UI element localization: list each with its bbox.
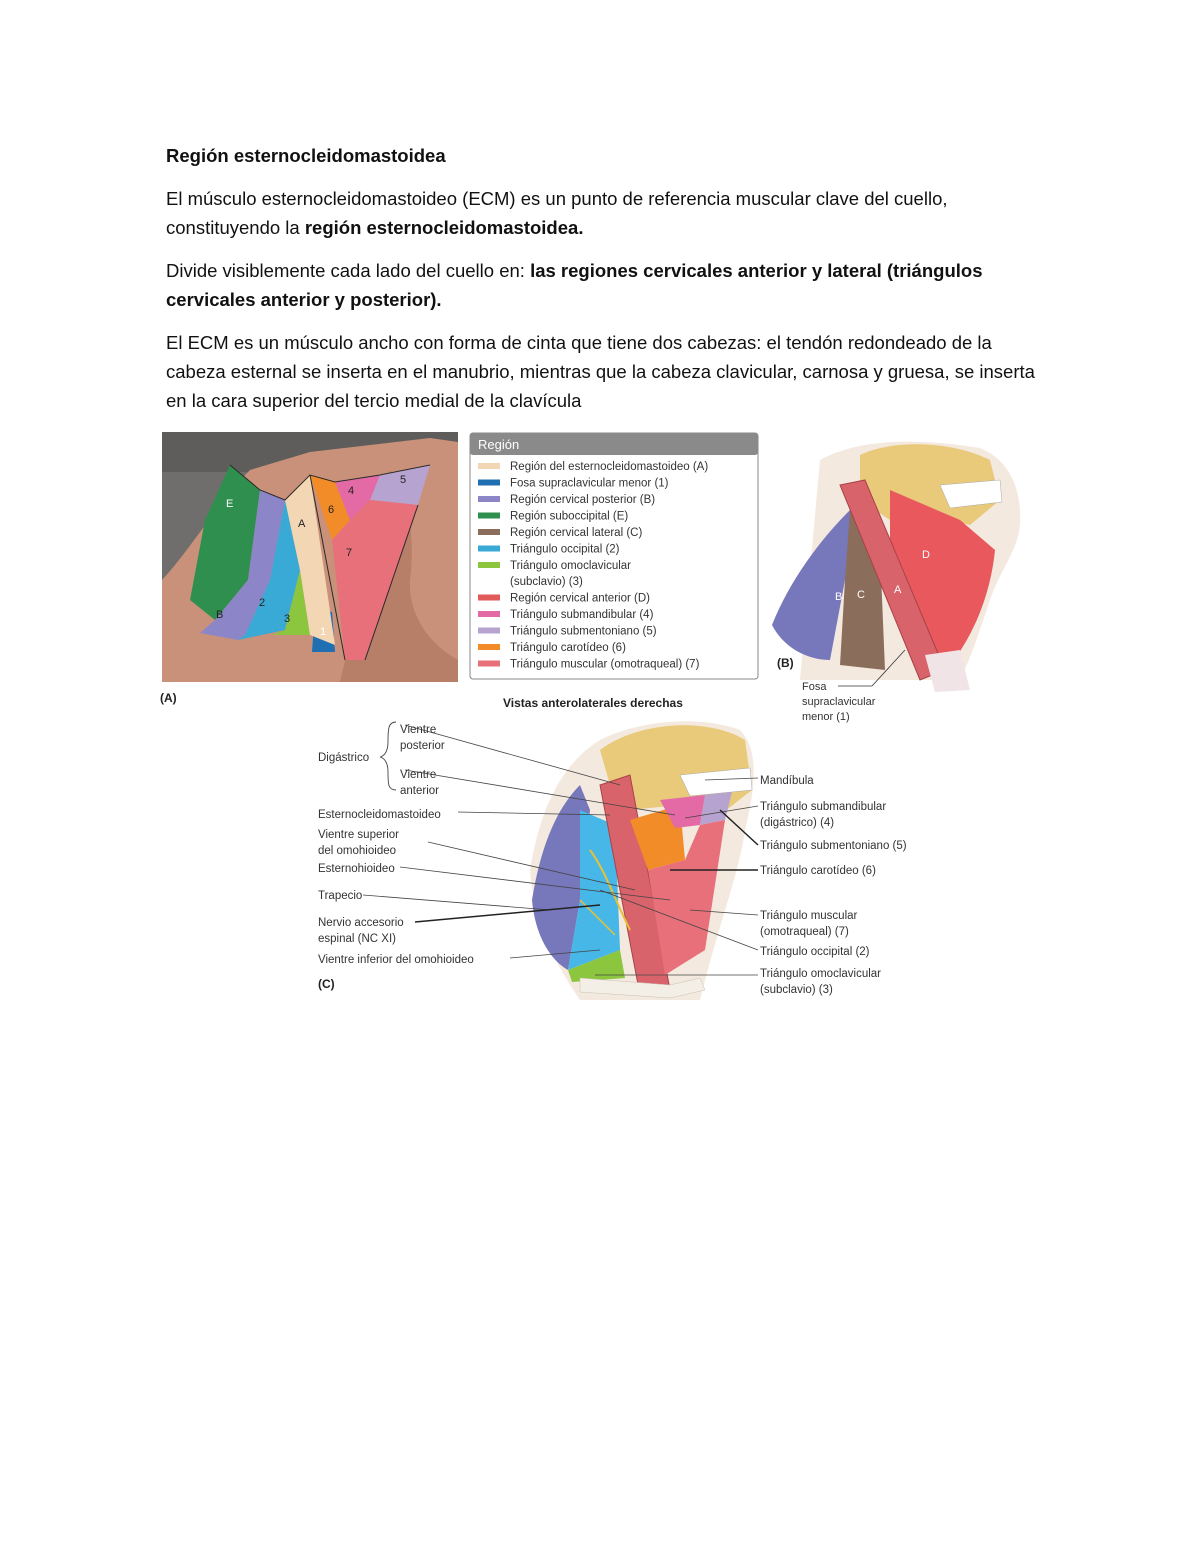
legend-swatch: [478, 661, 500, 667]
label-vientre-inferior: Vientre inferior del omohioideo: [318, 954, 474, 966]
legend-swatch: [478, 611, 500, 617]
panel-a-region-b: B: [216, 609, 224, 621]
panel-a-region-6: 6: [328, 504, 335, 516]
legend-swatch: [478, 562, 500, 568]
legend-swatch: [478, 595, 500, 601]
legend-swatch: [478, 644, 500, 650]
label-nervio-accesorio-1: Nervio accesorio: [318, 917, 404, 929]
label-esternocleidomastoideo: Esternocleidomastoideo: [318, 809, 441, 821]
paragraph-1-bold: región esternocleidomastoidea: [304, 217, 579, 238]
panel-b-region-b: B: [835, 591, 843, 603]
legend-swatch: [478, 529, 500, 535]
label-vientre-anterior-1: Vientre: [400, 769, 437, 781]
paragraph-2-bold: las regiones cervicales anterior y lateral (triángulos cervicales anterior y posterior).: [166, 260, 983, 310]
anatomy-figure-svg: [160, 430, 1030, 1015]
label-muscular-1: Triángulo muscular: [760, 910, 858, 922]
panel-a-label: (A): [160, 691, 177, 705]
label-submandibular-1: Triángulo submandibular: [760, 801, 887, 813]
panel-b-region-a: A: [894, 584, 902, 596]
paragraph-2: [166, 256, 1046, 314]
anatomy-figure: [160, 430, 1030, 1015]
panel-a-region-a: A: [298, 518, 306, 530]
figure-caption: Vistas anterolaterales derechas: [503, 696, 683, 710]
panel-a-region-2: 2: [259, 597, 266, 609]
label-digastrico: Digástrico: [318, 752, 370, 764]
panel-b-region-c: C: [857, 589, 865, 601]
legend-item-label: Triángulo carotídeo (6): [510, 642, 626, 654]
legend-item-label: Triángulo occipital (2): [510, 543, 620, 556]
legend-item-label: Triángulo submentoniano (5): [510, 625, 657, 638]
panel-a-region-1: 1: [320, 626, 327, 638]
label-occipital: Triángulo occipital (2): [760, 946, 870, 958]
label-vientre-anterior-2: anterior: [400, 785, 439, 797]
label-trapecio: Trapecio: [318, 890, 363, 902]
panel-b-callout-2: supraclavicular: [802, 696, 876, 708]
label-nervio-accesorio-2: espinal (NC XI): [318, 933, 396, 945]
label-vientre-posterior-1: Vientre: [400, 724, 437, 736]
panel-a-region-3: 3: [284, 613, 291, 625]
legend-swatch: [478, 496, 500, 502]
panel-a-region-4: 4: [348, 485, 355, 497]
panel-a-photo: [162, 432, 458, 682]
label-esternohioideo: Esternohioideo: [318, 863, 395, 875]
label-carotideo: Triángulo carotídeo (6): [760, 865, 876, 877]
panel-b-callout-1: Fosa: [802, 681, 827, 693]
legend-swatch: [478, 628, 500, 634]
legend-header: Región: [478, 437, 520, 452]
legend-swatch: [478, 513, 500, 519]
label-submandibular-2: (digástrico) (4): [760, 817, 835, 829]
legend-item-label: Fosa supraclavicular menor (1): [510, 477, 669, 490]
legend-item-label: Triángulo submandibular (4): [510, 609, 654, 621]
label-mandibula: Mandíbula: [760, 775, 814, 787]
paragraph-1-text: El músculo esternocleidomastoideo (ECM) es un punto de referencia muscular clave del cuello, constituyendo la: [166, 188, 948, 238]
panel-b-label: (B): [777, 656, 794, 670]
document-title: Región esternocleidomastoidea: [166, 145, 446, 166]
panel-b-region-d: D: [922, 549, 930, 561]
panel-a-region-e: E: [226, 498, 234, 510]
legend-swatch: [478, 546, 500, 552]
legend-item-label-line2: (subclavio) (3): [510, 576, 583, 588]
label-omoclavicular-2: (subclavio) (3): [760, 984, 833, 996]
legend-item-label: Región del esternocleidomastoideo (A): [510, 461, 709, 473]
paragraph-1-end: .: [578, 217, 584, 238]
paragraph-1: [166, 184, 1046, 242]
legend-item-label: Triángulo muscular (omotraqueal) (7): [510, 658, 700, 671]
legend-item-label: Región cervical posterior (B): [510, 494, 656, 506]
label-vientre-superior-2: del omohioideo: [318, 845, 397, 857]
legend-item-label: Región cervical anterior (D): [510, 592, 650, 605]
panel-a-region-7: 7: [346, 547, 353, 559]
panel-b-illustration: [772, 442, 1020, 692]
legend-swatch: [478, 480, 500, 486]
label-omoclavicular-1: Triángulo omoclavicular: [760, 968, 882, 980]
label-submentoniano: Triángulo submentoniano (5): [760, 840, 907, 852]
label-muscular-2: (omotraqueal) (7): [760, 926, 849, 938]
panel-b-callout-3: menor (1): [802, 711, 850, 723]
legend-item-label: Triángulo omoclavicular: [510, 560, 632, 572]
paragraph-2-text: Divide visiblemente cada lado del cuello en:: [166, 260, 531, 281]
label-vientre-superior-1: Vientre superior: [318, 829, 399, 841]
legend-box: [470, 433, 758, 679]
legend-swatch: [478, 463, 500, 469]
label-vientre-posterior-2: posterior: [400, 740, 445, 752]
panel-a-region-5: 5: [400, 474, 407, 486]
paragraph-3: El ECM es un músculo ancho con forma de cinta que tiene dos cabezas: el tendón redondeado de la cabeza esternal se inserta en el manubrio, mientras que la cabeza clavicular, carnosa y gruesa, se inserta en la cara superior del tercio medial de la clavícula: [166, 332, 1035, 411]
legend-item-label: Región suboccipital (E): [510, 510, 629, 523]
legend-item-label: Región cervical lateral (C): [510, 527, 643, 539]
panel-c-label: (C): [318, 977, 335, 991]
